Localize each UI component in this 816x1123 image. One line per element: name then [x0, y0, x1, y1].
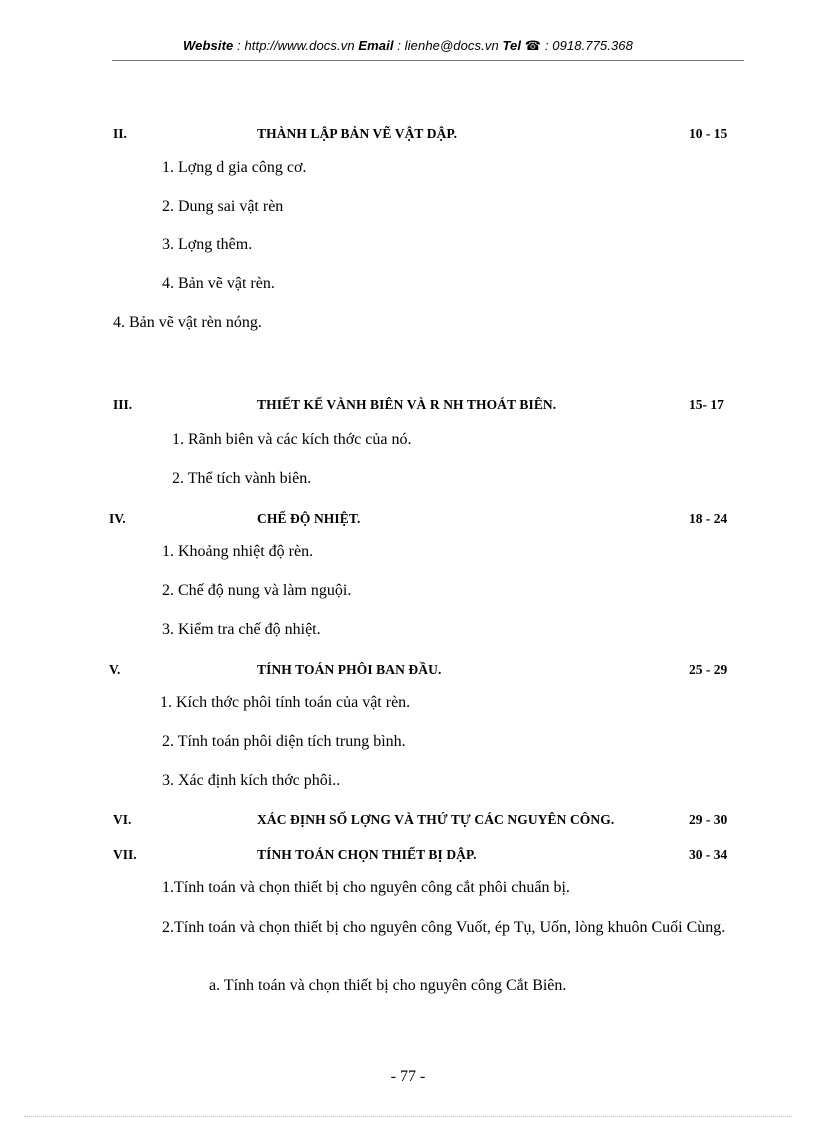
website-label: Website	[183, 38, 234, 53]
section-numeral: IV.	[109, 511, 126, 526]
website-value: : http://www.docs.vn	[233, 38, 359, 53]
list-item: 1. Kích thớc phôi tính toán của vật rèn.	[160, 694, 411, 711]
list-item: 2. Thể tích vành biên.	[172, 470, 312, 487]
list-item: 1. Lợng d gia công cơ.	[162, 159, 307, 176]
section-numeral: III.	[113, 397, 133, 412]
section-title: THÀNH LẬP BẢN VẼ VẬT DẬP.	[257, 126, 458, 141]
section-pages: 10 - 15	[689, 126, 728, 141]
list-item: 2.Tính toán và chọn thiết bị cho nguyên công Vuốt, ép Tụ, Uốn, lòng khuôn Cuối Cùng.	[162, 919, 726, 936]
list-item: a. Tính toán và chọn thiết bị cho nguyên công Cắt Biên.	[209, 977, 567, 994]
section-pages: 25 - 29	[689, 662, 728, 677]
list-item: 3. Kiểm tra chế độ nhiệt.	[162, 621, 321, 638]
email-label: Email	[358, 38, 394, 53]
list-item: 1.Tính toán và chọn thiết bị cho nguyên công cắt phôi chuẩn bị.	[162, 879, 570, 896]
list-item: 3. Lợng thêm.	[162, 236, 253, 253]
list-item: 3. Xác định kích thớc phôi..	[162, 772, 341, 789]
section-title: TÍNH TOÁN PHÔI BAN ĐẦU.	[257, 662, 442, 677]
list-item: 4. Bản vẽ vật rèn nóng.	[113, 314, 262, 331]
section-title: CHẾ ĐỘ NHIỆT.	[257, 511, 361, 526]
email-value: : lienhe@docs.vn	[393, 38, 503, 53]
list-item: 2. Chế độ nung và làm nguội.	[162, 582, 352, 599]
section-numeral: VI.	[113, 812, 132, 827]
header-divider	[112, 60, 744, 61]
section-numeral: V.	[109, 662, 121, 677]
section-pages: 30 - 34	[689, 847, 728, 862]
list-item: 2. Dung sai vật rèn	[162, 198, 284, 215]
list-item: 4. Bản vẽ vật rèn.	[162, 275, 275, 292]
footer-divider	[24, 1116, 792, 1117]
section-title: THIẾT KẾ VÀNH BIÊN VÀ R NH THOÁT BIÊN.	[257, 397, 557, 412]
section-numeral: VII.	[113, 847, 137, 862]
page-number: - 77 -	[390, 1068, 426, 1085]
tel-value: : 0918.775.368	[541, 38, 633, 53]
list-item: 2. Tính toán phôi diện tích trung bình.	[162, 733, 406, 750]
section-pages: 29 - 30	[689, 812, 728, 827]
section-numeral: II.	[113, 126, 127, 141]
section-title: TÍNH TOÁN CHỌN THIẾT BỊ DẬP.	[257, 847, 477, 862]
page-header	[0, 38, 816, 54]
list-item: 1. Khoảng nhiệt độ rèn.	[162, 543, 314, 560]
section-pages: 15- 17	[689, 397, 724, 412]
section-pages: 18 - 24	[689, 511, 728, 526]
list-item: 1. Rãnh biên và các kích thớc của nó.	[172, 431, 412, 448]
section-title: XÁC ĐỊNH SỐ LỢNG VÀ THỨ TỰ CÁC NGUYÊN CÔNG.	[257, 812, 615, 827]
tel-label: Tel ☎	[502, 38, 542, 53]
